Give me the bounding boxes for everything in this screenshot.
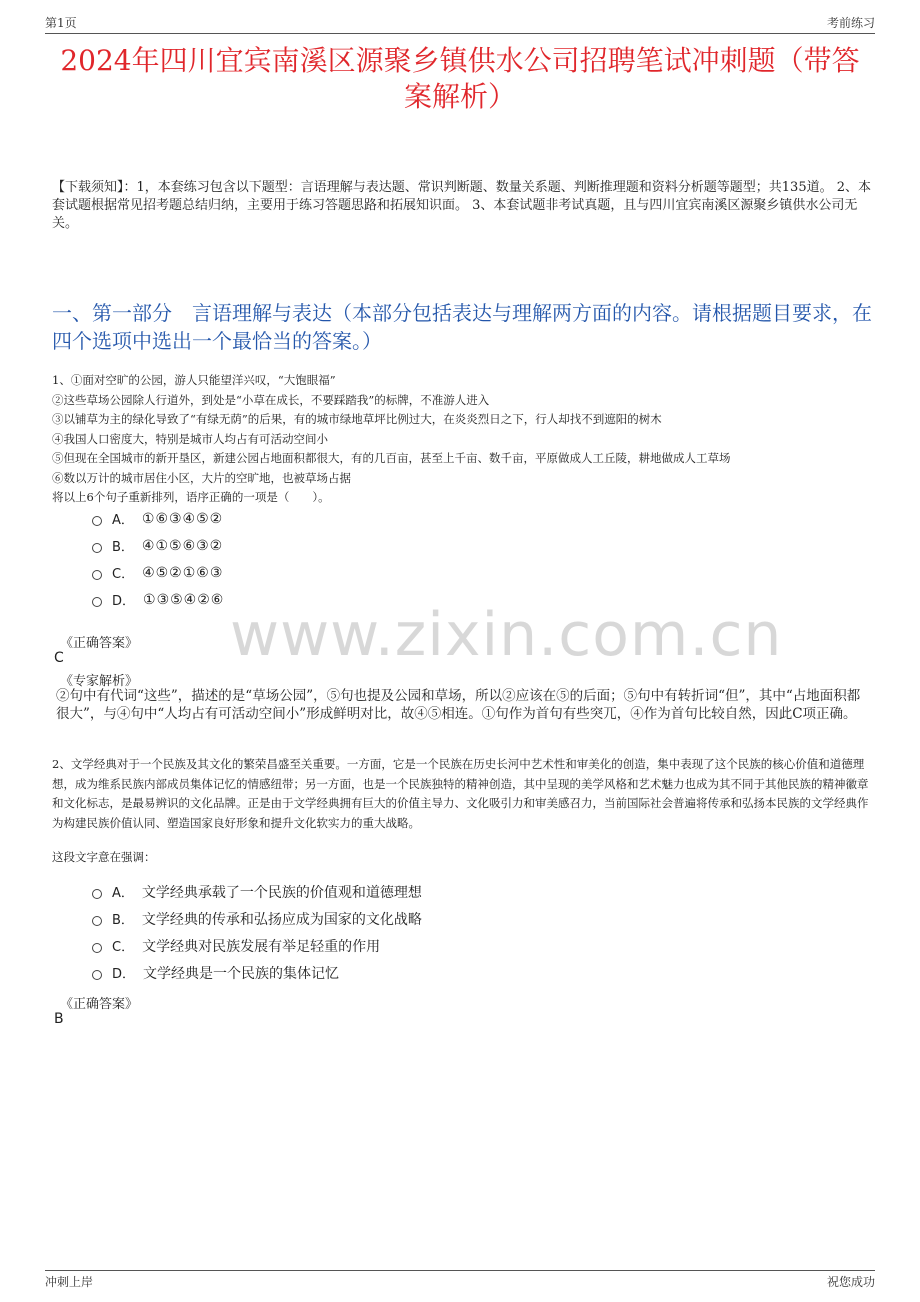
question-1-line: ③以铺草为主的绿化导致了“有绿无荫”的后果，有的城市绿地草坪比例过大，在炎炎烈日之下，行人却找不到遮阳的树木 xyxy=(52,412,662,426)
question-1-line: ⑤但现在全国城市的新开垦区，新建公园占地面积都很大，有的几百亩，甚至上千亩、数千亩，平原做成人工丘陵，耕地做成人工草场 xyxy=(52,451,731,465)
option-c[interactable] xyxy=(92,559,224,586)
option-a[interactable] xyxy=(92,505,224,532)
option-letter: A． xyxy=(112,886,134,901)
footer-right: 祝您成功 xyxy=(826,1275,875,1289)
footer-divider xyxy=(45,1270,875,1271)
question-1-line: ②这些草场公园除人行道外，到处是“小草在成长，不要踩踏我”的标牌，不准游人进入 xyxy=(52,392,490,407)
answer-label: 《正确答案》 xyxy=(60,636,139,651)
option-text: 文学经典的传承和弘扬应成为国家的文化战略 xyxy=(141,911,422,928)
option-letter: B． xyxy=(112,913,134,928)
radio-icon[interactable] xyxy=(92,943,102,953)
question-2-prompt: 这段文字意在强调： xyxy=(52,850,156,864)
radio-icon[interactable] xyxy=(92,970,102,980)
option-b[interactable] xyxy=(92,905,422,932)
question-1-line: ⑥数以万计的城市居住小区，大片的空旷地，也被草场占据 xyxy=(52,470,351,485)
answer-value: C xyxy=(54,650,64,666)
question-1-options xyxy=(92,505,224,613)
analysis-label: 《专家解析》 xyxy=(60,674,139,689)
download-notice: 【下载须知】：1，本套练习包含以下题型：言语理解与表达题、常识判断题、数量关系题、判断推理题和资料分析题等题型；共135道。 2、本套试题根据常见招考题总结归纳，主要用于练习答题思路和拓展知识面。 3、本套试题非考试真题，且与四川宜宾南溪区源聚乡镇供水公司无关。 xyxy=(52,180,871,231)
header-tag: 考前练习 xyxy=(826,16,875,30)
option-text: ④⑤②①⑥③ xyxy=(142,564,224,581)
option-text: 文学经典承载了一个民族的价值观和道德理想 xyxy=(141,884,422,901)
question-1-prompt: 将以上6个句子重新排列，语序正确的一项是（ ）。 xyxy=(52,490,330,504)
option-c[interactable] xyxy=(92,932,422,959)
option-a[interactable] xyxy=(92,878,422,905)
option-text: ①③⑤④②⑥ xyxy=(143,591,225,608)
analysis-text: ②句中有代词“这些”，描述的是“草场公园”，⑤句也提及公园和草场，所以②应该在⑤的后面；⑤句中有转折词“但”，其中“占地面积都很大”，与④句中“人均占有可活动空间小”形成鲜明对比，故④⑤相连。①句作为首句有些突兀，④作为首句比较自然，因此C项正确。 xyxy=(56,688,861,722)
option-text: ①⑥③④⑤② xyxy=(141,510,224,527)
option-letter: C． xyxy=(112,940,135,955)
option-letter: D． xyxy=(112,967,136,982)
radio-icon[interactable] xyxy=(92,597,102,607)
radio-icon[interactable] xyxy=(92,516,102,526)
radio-icon[interactable] xyxy=(92,916,102,926)
radio-icon[interactable] xyxy=(92,543,102,553)
question-1-line: ④我国人口密度大，特别是城市人均占有可活动空间小 xyxy=(52,431,328,446)
option-text: 文学经典对民族发展有举足轻重的作用 xyxy=(142,938,381,955)
option-b[interactable] xyxy=(92,532,224,559)
question-2-stem: 2、文学经典对于一个民族及其文化的繁荣昌盛至关重要。一方面，它是一个民族在历史长河中艺术性和审美化的创造，集中表现了这个民族的核心价值和道德理想，成为维系民族内部成员集体记忆的情感纽带；另一方面，也是一个民族独特的精神创造，其中呈现的美学风格和艺术魅力也成为其不同于其他民族的精神徽章和文化标志，是最易辨识的文化品牌。正是由于文学经典拥有巨大的价值主导力、文化吸引力和审美感召力，当前国际社会普遍将传承和弘扬本民族的文学经典作为构建民族价值认同、塑造国家良好形象和提升文化软实力的重大战略。 xyxy=(52,757,869,830)
option-d[interactable] xyxy=(92,959,422,986)
option-letter: B． xyxy=(112,540,134,555)
option-letter: C． xyxy=(112,567,135,582)
footer-left: 冲刺上岸 xyxy=(45,1275,94,1289)
section-heading: 一、第一部分 言语理解与表达（本部分包括表达与理解两方面的内容。请根据题目要求，在四个选项中选出一个最恰当的答案。） xyxy=(52,301,872,353)
option-letter: D． xyxy=(112,594,136,609)
answer-label: 《正确答案》 xyxy=(60,997,139,1012)
option-letter: A． xyxy=(112,513,134,528)
radio-icon[interactable] xyxy=(92,570,102,580)
radio-icon[interactable] xyxy=(92,889,102,899)
question-2-options xyxy=(92,878,422,986)
page-number: 第1页 xyxy=(45,16,77,30)
question-1-line: 1、①面对空旷的公园，游人只能望洋兴叹，“大饱眼福” xyxy=(52,373,336,387)
answer-value: B xyxy=(54,1011,64,1027)
option-d[interactable] xyxy=(92,586,224,613)
question-1-stem xyxy=(52,371,872,508)
header-divider xyxy=(45,33,875,34)
document-title: 2024年四川宜宾南溪区源聚乡镇供水公司招聘笔试冲刺题（带答案解析） xyxy=(60,44,860,113)
watermark: www.zixin.com.cn xyxy=(230,600,783,670)
option-text: ④①⑤⑥③② xyxy=(141,537,224,554)
option-text: 文学经典是一个民族的集体记忆 xyxy=(143,965,340,982)
